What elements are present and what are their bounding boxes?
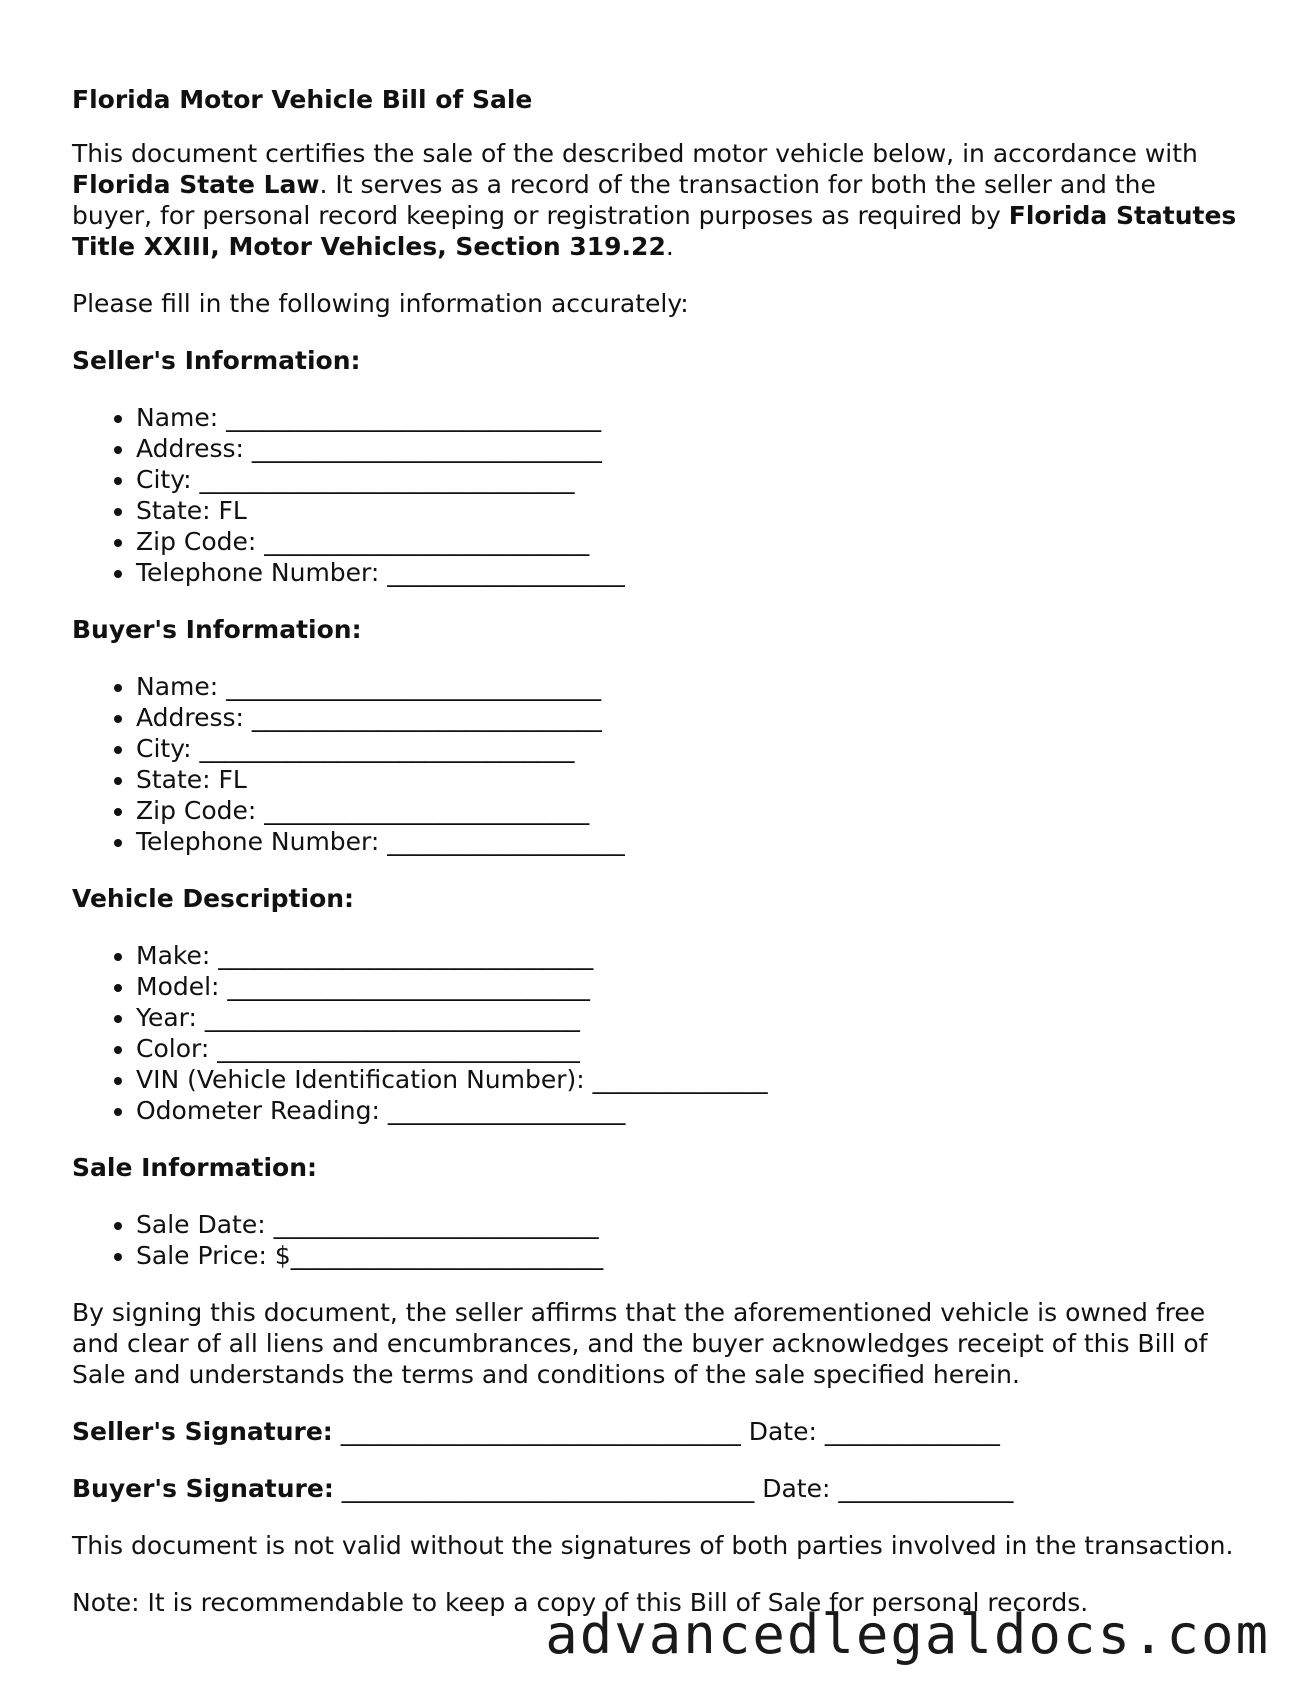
seller-state-field: • State: FL — [136, 495, 1242, 526]
buyer-zip-field[interactable]: • Zip Code: __________________________ — [136, 795, 1242, 826]
seller-signature-blank[interactable]: ________________________________ Date: ______________ — [332, 1417, 1000, 1446]
note-paragraph: Note: It is recommendable to keep a copy of this Bill of Sale for personal records. — [72, 1588, 1089, 1617]
buyer-phone-field[interactable]: • Telephone Number: ___________________ — [136, 826, 1242, 857]
seller-city-field[interactable]: • City: ______________________________ — [136, 464, 1242, 495]
buyer-address-field[interactable]: • Address: ____________________________ — [136, 702, 1242, 733]
buyer-signature-blank[interactable]: _________________________________ Date: ______________ — [333, 1474, 1014, 1503]
document-body — [72, 82, 1242, 1644]
vehicle-heading: Vehicle Description: — [72, 884, 355, 913]
buyer-heading: Buyer's Information: — [72, 615, 362, 644]
affirmation-paragraph: By signing this document, the seller affirms that the aforementioned vehicle is owned free and clear of all liens and encumbrances, and the buyer acknowledges receipt of this Bill of Sale and understands the terms and conditions of the sale specified herein. — [72, 1298, 1208, 1389]
vehicle-make-field[interactable]: • Make: ______________________________ — [136, 940, 1242, 971]
sale-list — [72, 1209, 1242, 1271]
sale-price-field[interactable]: • Sale Price: $_________________________ — [136, 1240, 1242, 1271]
vehicle-odometer-field[interactable]: • Odometer Reading: ___________________ — [136, 1095, 1242, 1126]
seller-list — [72, 402, 1242, 588]
vehicle-model-field[interactable]: • Model: _____________________________ — [136, 971, 1242, 1002]
vehicle-year-field[interactable]: • Year: ______________________________ — [136, 1002, 1242, 1033]
intro-text-1: This document certifies the sale of the described motor vehicle below, in accordance with — [72, 139, 1198, 168]
seller-address-field[interactable]: • Address: ____________________________ — [136, 433, 1242, 464]
instruction-text: Please fill in the following information accurately: — [72, 289, 689, 318]
intro-paragraph — [72, 138, 1242, 262]
seller-name-field[interactable]: • Name: ______________________________ — [136, 402, 1242, 433]
buyer-state-field: • State: FL — [136, 764, 1242, 795]
intro-text-3: . — [665, 232, 674, 261]
seller-signature-line[interactable] — [72, 1416, 1242, 1447]
sale-heading: Sale Information: — [72, 1153, 317, 1182]
intro-bold-1: Florida State Law — [72, 170, 320, 199]
seller-signature-label: Seller's Signature: — [72, 1417, 333, 1446]
validity-paragraph: This document is not valid without the signatures of both parties involved in the transaction. — [72, 1531, 1234, 1560]
intro-bold-2: Florida Statutes Title XXIII, Motor Vehicles, Section 319.22 — [72, 201, 1237, 261]
seller-phone-field[interactable]: • Telephone Number: ___________________ — [136, 557, 1242, 588]
buyer-city-field[interactable]: • City: ______________________________ — [136, 733, 1242, 764]
buyer-signature-label: Buyer's Signature: — [72, 1474, 334, 1503]
vehicle-color-field[interactable]: • Color: _____________________________ — [136, 1033, 1242, 1064]
buyer-name-field[interactable]: • Name: ______________________________ — [136, 671, 1242, 702]
seller-zip-field[interactable]: • Zip Code: __________________________ — [136, 526, 1242, 557]
watermark-logo: advancedlegaldocs.com — [545, 1603, 1270, 1666]
vehicle-vin-field[interactable]: • VIN (Vehicle Identification Number): ______________ — [136, 1064, 1242, 1095]
document-title: Florida Motor Vehicle Bill of Sale — [72, 85, 533, 114]
seller-heading: Seller's Information: — [72, 346, 361, 375]
intro-text-2: . It serves as a record of the transaction for both the seller and the buyer, for personal record keeping or registration purposes as required by — [72, 170, 1156, 230]
vehicle-list — [72, 940, 1242, 1126]
buyer-list — [72, 671, 1242, 857]
sale-date-field[interactable]: • Sale Date: __________________________ — [136, 1209, 1242, 1240]
buyer-signature-line[interactable] — [72, 1473, 1242, 1504]
